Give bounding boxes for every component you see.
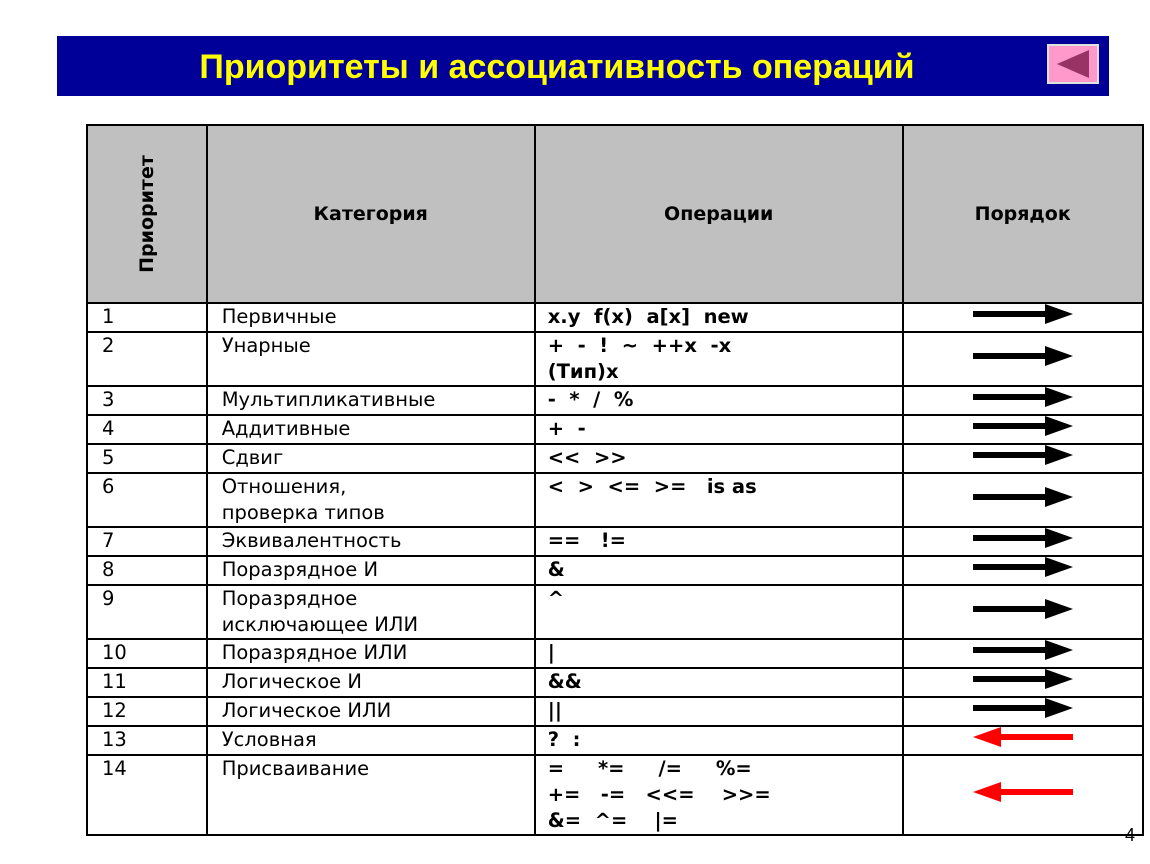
priority-cell: 3 <box>87 386 207 415</box>
operations-cell: && <box>535 668 903 697</box>
operations-cell: ^ <box>535 585 903 639</box>
right-arrow-icon <box>973 416 1073 436</box>
operations-cell: + - ! ~ ++x -x (Тип)x <box>535 332 903 386</box>
priority-cell: 7 <box>87 527 207 556</box>
table-row <box>87 755 1143 835</box>
order-cell <box>903 473 1143 527</box>
priority-cell: 6 <box>87 473 207 527</box>
priority-cell: 14 <box>87 755 207 835</box>
table-row <box>87 303 1143 332</box>
operations-cell: || <box>535 697 903 726</box>
priority-cell: 4 <box>87 415 207 444</box>
category-cell: Присваивание <box>207 755 535 835</box>
right-arrow-icon <box>973 487 1073 507</box>
category-cell: Эквивалентность <box>207 527 535 556</box>
order-cell <box>903 415 1143 444</box>
priority-cell: 10 <box>87 639 207 668</box>
right-arrow-icon <box>973 387 1073 407</box>
left-arrow-icon <box>973 727 1073 747</box>
order-cell <box>903 585 1143 639</box>
title-bar <box>57 36 1109 96</box>
priority-cell: 5 <box>87 444 207 473</box>
table-header-row <box>87 125 1143 303</box>
table-row <box>87 697 1143 726</box>
right-arrow-icon <box>973 346 1073 366</box>
table-row <box>87 639 1143 668</box>
page-number: 4 <box>1124 825 1135 845</box>
operator-precedence-table <box>86 124 1144 836</box>
category-cell: Условная <box>207 726 535 755</box>
operations-cell: | <box>535 639 903 668</box>
right-arrow-icon <box>973 445 1073 465</box>
operations-cell: = *= /= %= += -= <<= >>= &= ^= |= <box>535 755 903 835</box>
operations-cell: == != <box>535 527 903 556</box>
operations-cell: - * / % <box>535 386 903 415</box>
back-button[interactable] <box>1047 44 1099 84</box>
category-cell: Поразрядное ИЛИ <box>207 639 535 668</box>
priority-cell: 11 <box>87 668 207 697</box>
category-cell: Мультипликативные <box>207 386 535 415</box>
operations-cell: ? : <box>535 726 903 755</box>
category-cell: Унарные <box>207 332 535 386</box>
order-cell <box>903 527 1143 556</box>
category-cell: Первичные <box>207 303 535 332</box>
left-arrow-icon <box>973 782 1073 802</box>
order-cell <box>903 726 1143 755</box>
operations-cell: < > <= >= is as <box>535 473 903 527</box>
table-row <box>87 415 1143 444</box>
priority-cell: 12 <box>87 697 207 726</box>
right-arrow-icon <box>973 599 1073 619</box>
right-arrow-icon <box>973 304 1073 324</box>
order-cell <box>903 697 1143 726</box>
order-cell <box>903 332 1143 386</box>
operations-cell: x.y f(x) a[x] new <box>535 303 903 332</box>
table-row <box>87 726 1143 755</box>
table-row <box>87 668 1143 697</box>
table-row <box>87 444 1143 473</box>
right-arrow-icon <box>973 557 1073 577</box>
priority-cell: 1 <box>87 303 207 332</box>
order-cell <box>903 556 1143 585</box>
category-cell: Логическое ИЛИ <box>207 697 535 726</box>
right-arrow-icon <box>973 640 1073 660</box>
priority-cell: 2 <box>87 332 207 386</box>
back-arrow-icon <box>1049 46 1097 82</box>
table-row <box>87 332 1143 386</box>
column-header-order: Порядок <box>903 125 1143 303</box>
column-header-operations: Операции <box>535 125 903 303</box>
order-cell <box>903 444 1143 473</box>
right-arrow-icon <box>973 528 1073 548</box>
operations-cell: & <box>535 556 903 585</box>
table-row <box>87 473 1143 527</box>
category-cell: Отношения, проверка типов <box>207 473 535 527</box>
slide-title: Приоритеты и ассоциативность операций <box>199 48 915 86</box>
priority-cell: 9 <box>87 585 207 639</box>
table-row <box>87 585 1143 639</box>
right-arrow-icon <box>973 698 1073 718</box>
order-cell <box>903 303 1143 332</box>
operations-cell: << >> <box>535 444 903 473</box>
right-arrow-icon <box>973 669 1073 689</box>
column-header-priority: Приоритет <box>87 125 207 303</box>
category-cell: Сдвиг <box>207 444 535 473</box>
column-header-category: Категория <box>207 125 535 303</box>
category-cell: Логическое И <box>207 668 535 697</box>
priority-cell: 8 <box>87 556 207 585</box>
category-cell: Поразрядное И <box>207 556 535 585</box>
order-cell <box>903 386 1143 415</box>
table-row <box>87 527 1143 556</box>
priority-cell: 13 <box>87 726 207 755</box>
order-cell <box>903 755 1143 835</box>
table-row <box>87 386 1143 415</box>
category-cell: Аддитивные <box>207 415 535 444</box>
order-cell <box>903 639 1143 668</box>
operations-cell: + - <box>535 415 903 444</box>
category-cell: Поразрядное исключающее ИЛИ <box>207 585 535 639</box>
order-cell <box>903 668 1143 697</box>
table-row <box>87 556 1143 585</box>
